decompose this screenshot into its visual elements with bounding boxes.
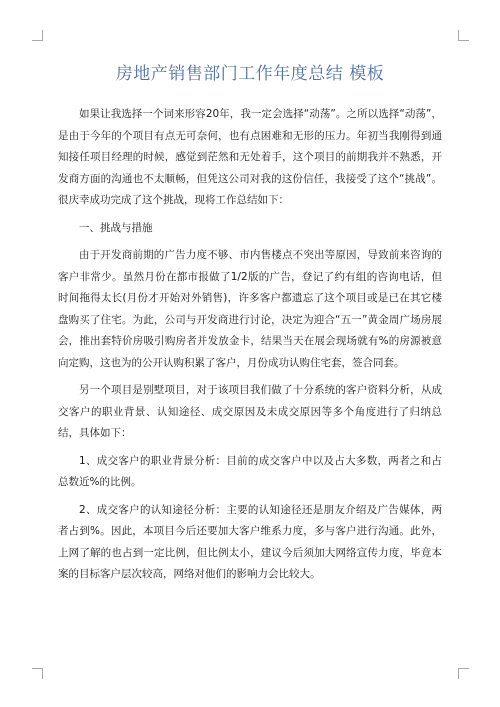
paragraph-occupation-analysis: 1、成交客户的职业背景分析：目前的成交客户中以及占大多数，两者之和占总数近%的比例。 xyxy=(58,454,442,488)
crop-mark-bottom-right xyxy=(458,668,469,679)
crop-mark-bottom-left xyxy=(32,668,43,679)
paragraph-challenges: 由于开发商前期的广告力度不够、市内售楼点不突出等原因，导致前来咨询的客户非常少。虽然月份在都市报做了1/2版的广告，登记了约有组的咨询电话，但时间拖得太长(月份才开始对外销售)，许多客户都遗忘了这个项目或是已在其它楼盘购买了住宅。为此，公司与开发商进行讨论，决定为迎合“五一”黄金周广场房展会，推出套特价房吸引购房者并发放金卡，结果当天在展会现场就有%的房源被意向定购，这也为的公开认购积累了客户，月份成功认购住宅套，签合同套。 xyxy=(58,249,442,369)
document-title: 房地产销售部门工作年度总结 模板 xyxy=(115,64,385,84)
crop-mark-top-left xyxy=(32,30,43,41)
document-page xyxy=(58,62,442,592)
paragraph-villa-project: 另一个项目是别墅项目，对于该项目我们做了十分系统的客户资料分析，从成交客户的职业背景、认知途径、成交原因及未成交原因等多个角度进行了归纳总结，具体如下： xyxy=(58,384,442,439)
paragraph-channel-analysis: 2、成交客户的认知途径分析：主要的认知途径还是朋友介绍及广告媒体，两者占到%。因此，本项目今后还要加大客户维系力度，多与客户进行沟通。此外，上网了解的也占到一定比例，但比例太小，建议今后须加大网络宣传力度，毕竟本案的目标客户层次较高，网络对他们的影响力会比较大。 xyxy=(58,503,442,580)
section-heading-challenges: 一、挑战与措施 xyxy=(79,221,153,234)
paragraph-intro: 如果让我选择一个词来形容20年，我一定会选择“动荡”。之所以选择“动荡”，是由于今年的个项目有点无可奈何，也有点困难和无形的压力。年初当我刚得到通知接任项目经理的时候，感觉到茫然和无处着手，这个项目的前期我并不熟悉，开发商方面的沟通也不太顺畅，但凭这公司对我的这份信任，我接受了这个“挑战”。很庆幸成功完成了这个挑战，现将工作总结如下： xyxy=(58,108,442,206)
crop-mark-top-right xyxy=(458,30,469,41)
